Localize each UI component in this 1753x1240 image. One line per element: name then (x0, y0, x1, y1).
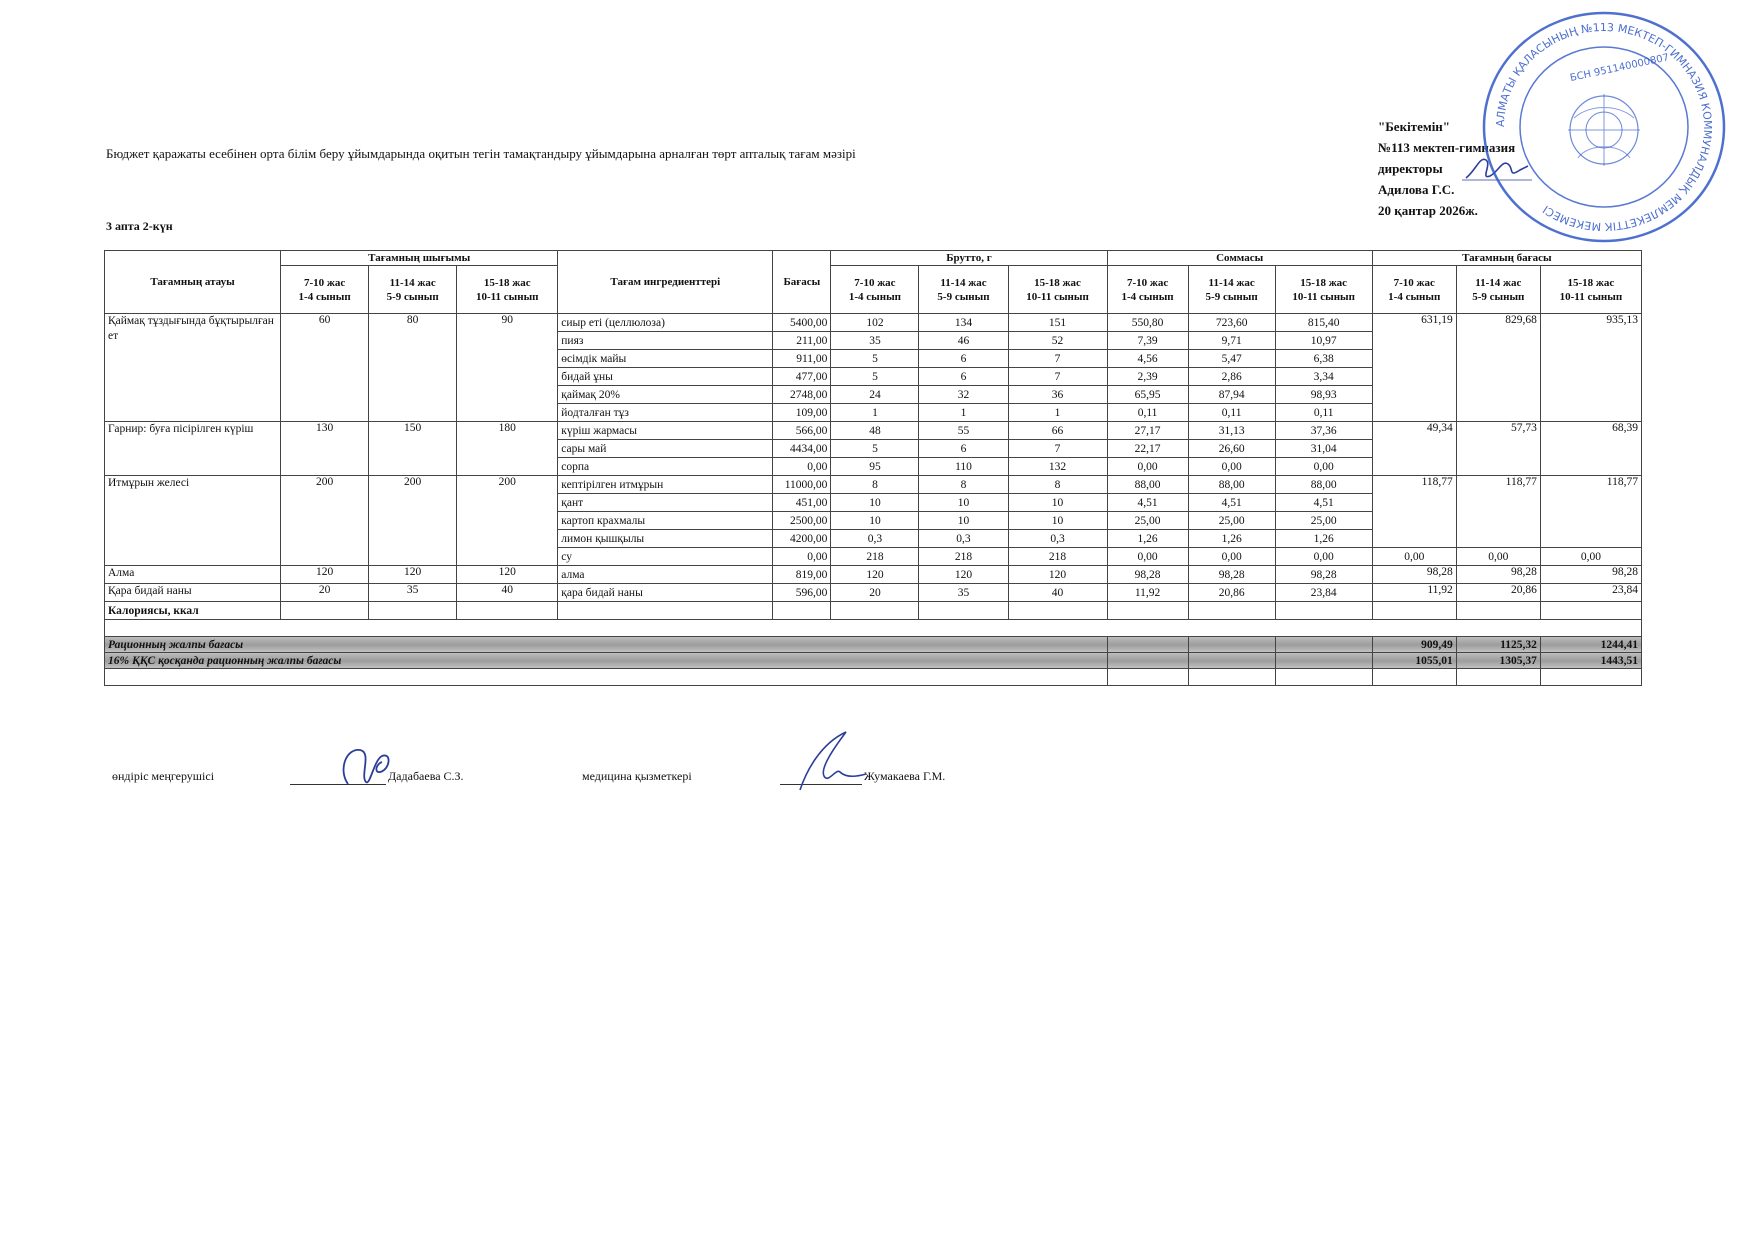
dish-price: 118,77 (1456, 476, 1540, 548)
ingredient-brutto: 134 (919, 314, 1008, 332)
dish-price: 0,00 (1540, 548, 1641, 566)
ingredient-sum: 9,71 (1188, 332, 1275, 350)
empty-cell (1540, 669, 1641, 686)
dish-portion: 80 (369, 314, 457, 422)
ingredient-brutto: 95 (831, 458, 919, 476)
empty-cell (1107, 602, 1188, 620)
ingredient-brutto: 36 (1008, 386, 1107, 404)
ingredient-name: қант (558, 494, 773, 512)
empty-cell (1188, 669, 1275, 686)
ingredient-brutto: 120 (1008, 566, 1107, 584)
ingredient-sum: 4,51 (1188, 494, 1275, 512)
ingredient-brutto: 55 (919, 422, 1008, 440)
ingredient-row (105, 584, 1642, 602)
header-ingredients: Тағам ингредиенттері (558, 251, 773, 314)
ingredient-price: 2500,00 (773, 512, 831, 530)
dish-portion: 200 (281, 476, 369, 566)
totals-vat-row (105, 653, 1642, 669)
grade-label: 5-9 сынып (1472, 290, 1525, 303)
ingredient-row (105, 476, 1642, 494)
dish-price: 829,68 (1456, 314, 1540, 422)
ingredient-sum: 22,17 (1107, 440, 1188, 458)
ingredient-brutto: 8 (1008, 476, 1107, 494)
production-manager-name: Дадабаева С.З. (388, 769, 464, 783)
ingredient-brutto: 102 (831, 314, 919, 332)
ingredient-sum: 4,51 (1275, 494, 1372, 512)
age-label: 15-18 жас (1300, 276, 1348, 289)
ingredient-name: күріш жармасы (558, 422, 773, 440)
dish-name: Алма (105, 566, 281, 584)
ingredient-price: 4200,00 (773, 530, 831, 548)
ingredient-brutto: 110 (919, 458, 1008, 476)
calories-row (105, 602, 1642, 620)
ingredient-brutto: 7 (1008, 350, 1107, 368)
production-manager-label: өндіріс меңгерушісі (112, 769, 215, 783)
ingredient-sum: 98,28 (1107, 566, 1188, 584)
empty-cell (281, 602, 369, 620)
ingredient-sum: 4,56 (1107, 350, 1188, 368)
dish-price: 118,77 (1372, 476, 1456, 548)
empty-cell (1456, 669, 1540, 686)
dish-price: 49,34 (1372, 422, 1456, 476)
ingredient-brutto: 24 (831, 386, 919, 404)
week-day-label: 3 апта 2-күн (106, 219, 173, 233)
dish-portion: 200 (457, 476, 558, 566)
approval-line: №113 мектеп-гимназия (1378, 140, 1516, 155)
ingredient-brutto: 10 (831, 512, 919, 530)
header-dish-price: Тағамның бағасы (1372, 251, 1641, 266)
header-age-row (105, 266, 1642, 314)
dish-portion: 90 (457, 314, 558, 422)
ingredient-price: 4434,00 (773, 440, 831, 458)
empty-cell (1275, 602, 1372, 620)
ingredient-sum: 25,00 (1107, 512, 1188, 530)
ingredient-brutto: 5 (831, 350, 919, 368)
approval-line: "Бекітемін" (1378, 119, 1451, 134)
dish-price: 98,28 (1456, 566, 1540, 584)
ingredient-price: 5400,00 (773, 314, 831, 332)
totals-value: 1055,01 (1372, 653, 1456, 669)
blank-row (105, 669, 1642, 686)
ingredient-sum: 7,39 (1107, 332, 1188, 350)
ingredient-sum: 26,60 (1188, 440, 1275, 458)
grade-label: 5-9 сынып (386, 290, 439, 303)
empty-cell (1275, 653, 1372, 669)
age-label: 11-14 жас (940, 276, 987, 289)
empty-cell (105, 669, 1108, 686)
empty-cell (1188, 602, 1275, 620)
empty-cell (1540, 602, 1641, 620)
ingredient-brutto: 7 (1008, 440, 1107, 458)
header-age-group (369, 266, 457, 314)
seal-inner-text: БСН 951140000807 (1569, 52, 1671, 85)
ingredient-brutto: 40 (1008, 584, 1107, 602)
menu-title: Бюджет қаражаты есебінен орта білім беру ұйымдарында оқитын тегін тамақтандыру ұйымдарына арналған төрт апталық тағам мәзірі (106, 146, 856, 161)
ingredient-sum: 31,13 (1188, 422, 1275, 440)
dish-price: 57,73 (1456, 422, 1540, 476)
ingredient-sum: 98,93 (1275, 386, 1372, 404)
header-age-group (831, 266, 919, 314)
age-label: 11-14 жас (1208, 276, 1255, 289)
dish-name: Гарнир: буға пісірілген күріш (105, 422, 281, 476)
ingredient-brutto: 120 (831, 566, 919, 584)
ingredient-brutto: 32 (919, 386, 1008, 404)
ingredient-sum: 98,28 (1188, 566, 1275, 584)
empty-cell (1275, 637, 1372, 653)
ingredient-sum: 65,95 (1107, 386, 1188, 404)
totals-label: 16% ҚҚС қосқанда рационның жалпы бағасы (105, 653, 1108, 669)
ingredient-sum: 0,00 (1107, 548, 1188, 566)
totals-label: Рационның жалпы бағасы (105, 637, 1108, 653)
ingredient-brutto: 218 (919, 548, 1008, 566)
ingredient-name: йодталған тұз (558, 404, 773, 422)
empty-cell (105, 620, 1642, 637)
ingredient-name: лимон қышқылы (558, 530, 773, 548)
grade-label: 10-11 сынып (1559, 290, 1623, 303)
ingredient-brutto: 120 (919, 566, 1008, 584)
ingredient-sum: 3,34 (1275, 368, 1372, 386)
header-age-group (1456, 266, 1540, 314)
header-age-group (1107, 266, 1188, 314)
empty-cell (919, 602, 1008, 620)
totals-value: 909,49 (1372, 637, 1456, 653)
ingredient-name: сорпа (558, 458, 773, 476)
header-age-group (1372, 266, 1456, 314)
dish-price: 0,00 (1372, 548, 1456, 566)
ingredient-brutto: 6 (919, 350, 1008, 368)
ingredient-sum: 1,26 (1275, 530, 1372, 548)
calories-label: Калориясы, ккал (105, 602, 281, 620)
ingredient-brutto: 10 (831, 494, 919, 512)
ingredient-brutto: 132 (1008, 458, 1107, 476)
empty-cell (1372, 669, 1456, 686)
ingredient-price: 477,00 (773, 368, 831, 386)
ingredient-sum: 0,11 (1107, 404, 1188, 422)
dish-portion: 150 (369, 422, 457, 476)
empty-cell (1188, 653, 1275, 669)
grade-label: 10-11 сынып (475, 290, 539, 303)
ingredient-brutto: 0,3 (1008, 530, 1107, 548)
empty-cell (831, 602, 919, 620)
dish-price: 98,28 (1540, 566, 1641, 584)
ingredient-price: 819,00 (773, 566, 831, 584)
empty-cell (1456, 602, 1540, 620)
totals-value: 1443,51 (1540, 653, 1641, 669)
ingredient-brutto: 10 (1008, 494, 1107, 512)
dish-portion: 40 (457, 584, 558, 602)
ingredient-brutto: 20 (831, 584, 919, 602)
ingredient-sum: 88,00 (1188, 476, 1275, 494)
grade-label: 10-11 сынып (1026, 290, 1089, 303)
ingredient-sum: 550,80 (1107, 314, 1188, 332)
header-dish-name: Тағамның атауы (105, 251, 281, 314)
header-brutto: Брутто, г (831, 251, 1107, 266)
ingredient-sum: 1,26 (1188, 530, 1275, 548)
grade-label: 5-9 сынып (1205, 290, 1258, 303)
age-label: 11-14 жас (389, 276, 436, 289)
empty-cell (1275, 669, 1372, 686)
header-sum: Соммасы (1107, 251, 1372, 266)
official-seal (1478, 8, 1730, 246)
header-age-group (457, 266, 558, 314)
ingredient-brutto: 0,3 (919, 530, 1008, 548)
ingredient-price: 0,00 (773, 458, 831, 476)
ingredient-brutto: 46 (919, 332, 1008, 350)
ingredient-sum: 10,97 (1275, 332, 1372, 350)
ingredient-price: 2748,00 (773, 386, 831, 404)
ingredient-sum: 4,51 (1107, 494, 1188, 512)
dish-portion: 180 (457, 422, 558, 476)
dish-price: 118,77 (1540, 476, 1641, 548)
header-age-group (1008, 266, 1107, 314)
ingredient-price: 211,00 (773, 332, 831, 350)
ingredient-brutto: 5 (831, 440, 919, 458)
dish-name: Қаймақ тұздығында бұқтырылған ет (105, 314, 281, 422)
ingredient-sum: 88,00 (1107, 476, 1188, 494)
ingredient-row (105, 422, 1642, 440)
ingredient-brutto: 48 (831, 422, 919, 440)
dish-portion: 35 (369, 584, 457, 602)
ingredient-sum: 31,04 (1275, 440, 1372, 458)
empty-cell (369, 602, 457, 620)
ingredient-brutto: 10 (1008, 512, 1107, 530)
ingredient-price: 596,00 (773, 584, 831, 602)
ingredient-brutto: 35 (831, 332, 919, 350)
dish-portion: 20 (281, 584, 369, 602)
ingredient-brutto: 8 (919, 476, 1008, 494)
dish-portion: 120 (369, 566, 457, 584)
header-age-group (1540, 266, 1641, 314)
totals-value: 1305,37 (1456, 653, 1540, 669)
grade-label: 1-4 сынып (1121, 290, 1174, 303)
ingredient-price: 11000,00 (773, 476, 831, 494)
ingredient-sum: 27,17 (1107, 422, 1188, 440)
ingredient-name: пияз (558, 332, 773, 350)
header-portion: Тағамның шығымы (281, 251, 558, 266)
ingredient-sum: 0,00 (1188, 548, 1275, 566)
approval-line: Адилова Г.С. (1378, 182, 1455, 197)
ingredient-price: 109,00 (773, 404, 831, 422)
ingredient-sum: 20,86 (1188, 584, 1275, 602)
age-label: 7-10 жас (854, 276, 896, 289)
ingredient-sum: 815,40 (1275, 314, 1372, 332)
age-label: 15-18 жас (1567, 276, 1615, 289)
seal-outer-text: АЛМАТЫ ҚАЛАСЫНЫҢ №113 МЕКТЕП-ГИМНАЗИЯ КОММУНАЛДЫҚ МЕМЛЕКЕТТІК МЕКЕМЕСІ (1493, 20, 1715, 234)
ingredient-brutto: 151 (1008, 314, 1107, 332)
empty-cell (558, 602, 773, 620)
dish-price: 935,13 (1540, 314, 1641, 422)
ingredient-sum: 88,00 (1275, 476, 1372, 494)
ingredient-brutto: 10 (919, 512, 1008, 530)
ingredient-name: қаймақ 20% (558, 386, 773, 404)
dish-portion: 130 (281, 422, 369, 476)
ingredient-sum: 0,00 (1107, 458, 1188, 476)
dish-price: 98,28 (1372, 566, 1456, 584)
ingredient-name: картоп крахмалы (558, 512, 773, 530)
ingredient-sum: 723,60 (1188, 314, 1275, 332)
ingredient-sum: 6,38 (1275, 350, 1372, 368)
dish-price: 631,19 (1372, 314, 1456, 422)
age-label: 7-10 жас (303, 276, 346, 289)
ingredient-row (105, 566, 1642, 584)
empty-cell (1188, 637, 1275, 653)
dish-portion: 60 (281, 314, 369, 422)
ingredient-brutto: 66 (1008, 422, 1107, 440)
approval-line: директоры (1378, 161, 1443, 176)
dish-name: Қара бидай наны (105, 584, 281, 602)
ingredient-sum: 0,11 (1188, 404, 1275, 422)
empty-cell (1008, 602, 1107, 620)
ingredient-brutto: 6 (919, 368, 1008, 386)
empty-cell (773, 602, 831, 620)
ingredient-price: 566,00 (773, 422, 831, 440)
medical-signature (790, 728, 870, 798)
ingredient-sum: 0,11 (1275, 404, 1372, 422)
approval-line: 20 қантар 2026ж. (1378, 203, 1478, 218)
ingredient-brutto: 0,3 (831, 530, 919, 548)
ingredient-name: өсімдік майы (558, 350, 773, 368)
ingredient-brutto: 10 (919, 494, 1008, 512)
blank-row (105, 620, 1642, 637)
header-age-group (1275, 266, 1372, 314)
ingredient-brutto: 1 (1008, 404, 1107, 422)
ingredient-sum: 87,94 (1188, 386, 1275, 404)
header-price: Бағасы (773, 251, 831, 314)
ingredient-price: 451,00 (773, 494, 831, 512)
ingredient-name: алма (558, 566, 773, 584)
dish-portion: 200 (369, 476, 457, 566)
ingredient-sum: 25,00 (1275, 512, 1372, 530)
dish-price: 11,92 (1372, 584, 1456, 602)
empty-cell (1107, 653, 1188, 669)
totals-value: 1125,32 (1456, 637, 1540, 653)
age-label: 11-14 жас (1475, 276, 1522, 289)
ingredient-brutto: 1 (831, 404, 919, 422)
ingredient-price: 0,00 (773, 548, 831, 566)
ingredient-name: бидай ұны (558, 368, 773, 386)
age-label: 7-10 жас (1393, 276, 1435, 289)
dish-name: Итмұрын желесі (105, 476, 281, 566)
ingredient-name: қара бидай наны (558, 584, 773, 602)
ingredient-brutto: 7 (1008, 368, 1107, 386)
ingredient-name: су (558, 548, 773, 566)
ingredient-brutto: 52 (1008, 332, 1107, 350)
age-label: 7-10 жас (1126, 276, 1169, 289)
ingredient-sum: 25,00 (1188, 512, 1275, 530)
ingredient-name: кептірілген итмұрын (558, 476, 773, 494)
medical-worker-name: Жумакаева Г.М. (864, 769, 946, 783)
age-label: 15-18 жас (1034, 276, 1081, 289)
ingredient-sum: 2,39 (1107, 368, 1188, 386)
ingredient-sum: 0,00 (1275, 548, 1372, 566)
dish-portion: 120 (281, 566, 369, 584)
grade-label: 10-11 сынып (1292, 290, 1355, 303)
ingredient-brutto: 218 (1008, 548, 1107, 566)
header-age-group (1188, 266, 1275, 314)
totals-row (105, 637, 1642, 653)
ingredient-sum: 23,84 (1275, 584, 1372, 602)
empty-cell (1107, 669, 1188, 686)
grade-label: 1-4 сынып (848, 290, 902, 303)
ingredient-brutto: 8 (831, 476, 919, 494)
header-row (105, 251, 1642, 266)
dish-price: 23,84 (1540, 584, 1641, 602)
ingredient-sum: 98,28 (1275, 566, 1372, 584)
ingredient-sum: 2,86 (1188, 368, 1275, 386)
header-age-group (281, 266, 369, 314)
ingredient-name: сары май (558, 440, 773, 458)
menu-table (104, 250, 1642, 686)
ingredient-brutto: 35 (919, 584, 1008, 602)
empty-cell (457, 602, 558, 620)
dish-price: 0,00 (1456, 548, 1540, 566)
totals-value: 1244,41 (1540, 637, 1641, 653)
empty-cell (1107, 637, 1188, 653)
dish-portion: 120 (457, 566, 558, 584)
ingredient-brutto: 218 (831, 548, 919, 566)
grade-label: 5-9 сынып (937, 290, 990, 303)
ingredient-brutto: 6 (919, 440, 1008, 458)
ingredient-sum: 0,00 (1275, 458, 1372, 476)
ingredient-sum: 1,26 (1107, 530, 1188, 548)
medical-worker-label: медицина қызметкері (582, 769, 692, 783)
ingredient-row (105, 314, 1642, 332)
dish-price: 20,86 (1456, 584, 1540, 602)
ingredient-sum: 11,92 (1107, 584, 1188, 602)
grade-label: 1-4 сынып (298, 290, 351, 303)
empty-cell (1372, 602, 1456, 620)
ingredient-sum: 37,36 (1275, 422, 1372, 440)
ingredient-price: 911,00 (773, 350, 831, 368)
ingredient-sum: 5,47 (1188, 350, 1275, 368)
ingredient-name: сиыр еті (целлюлоза) (558, 314, 773, 332)
ingredient-sum: 0,00 (1188, 458, 1275, 476)
dish-price: 68,39 (1540, 422, 1641, 476)
ingredient-brutto: 5 (831, 368, 919, 386)
grade-label: 1-4 сынып (1388, 290, 1441, 303)
header-age-group (919, 266, 1008, 314)
age-label: 15-18 жас (483, 276, 531, 289)
ingredient-brutto: 1 (919, 404, 1008, 422)
